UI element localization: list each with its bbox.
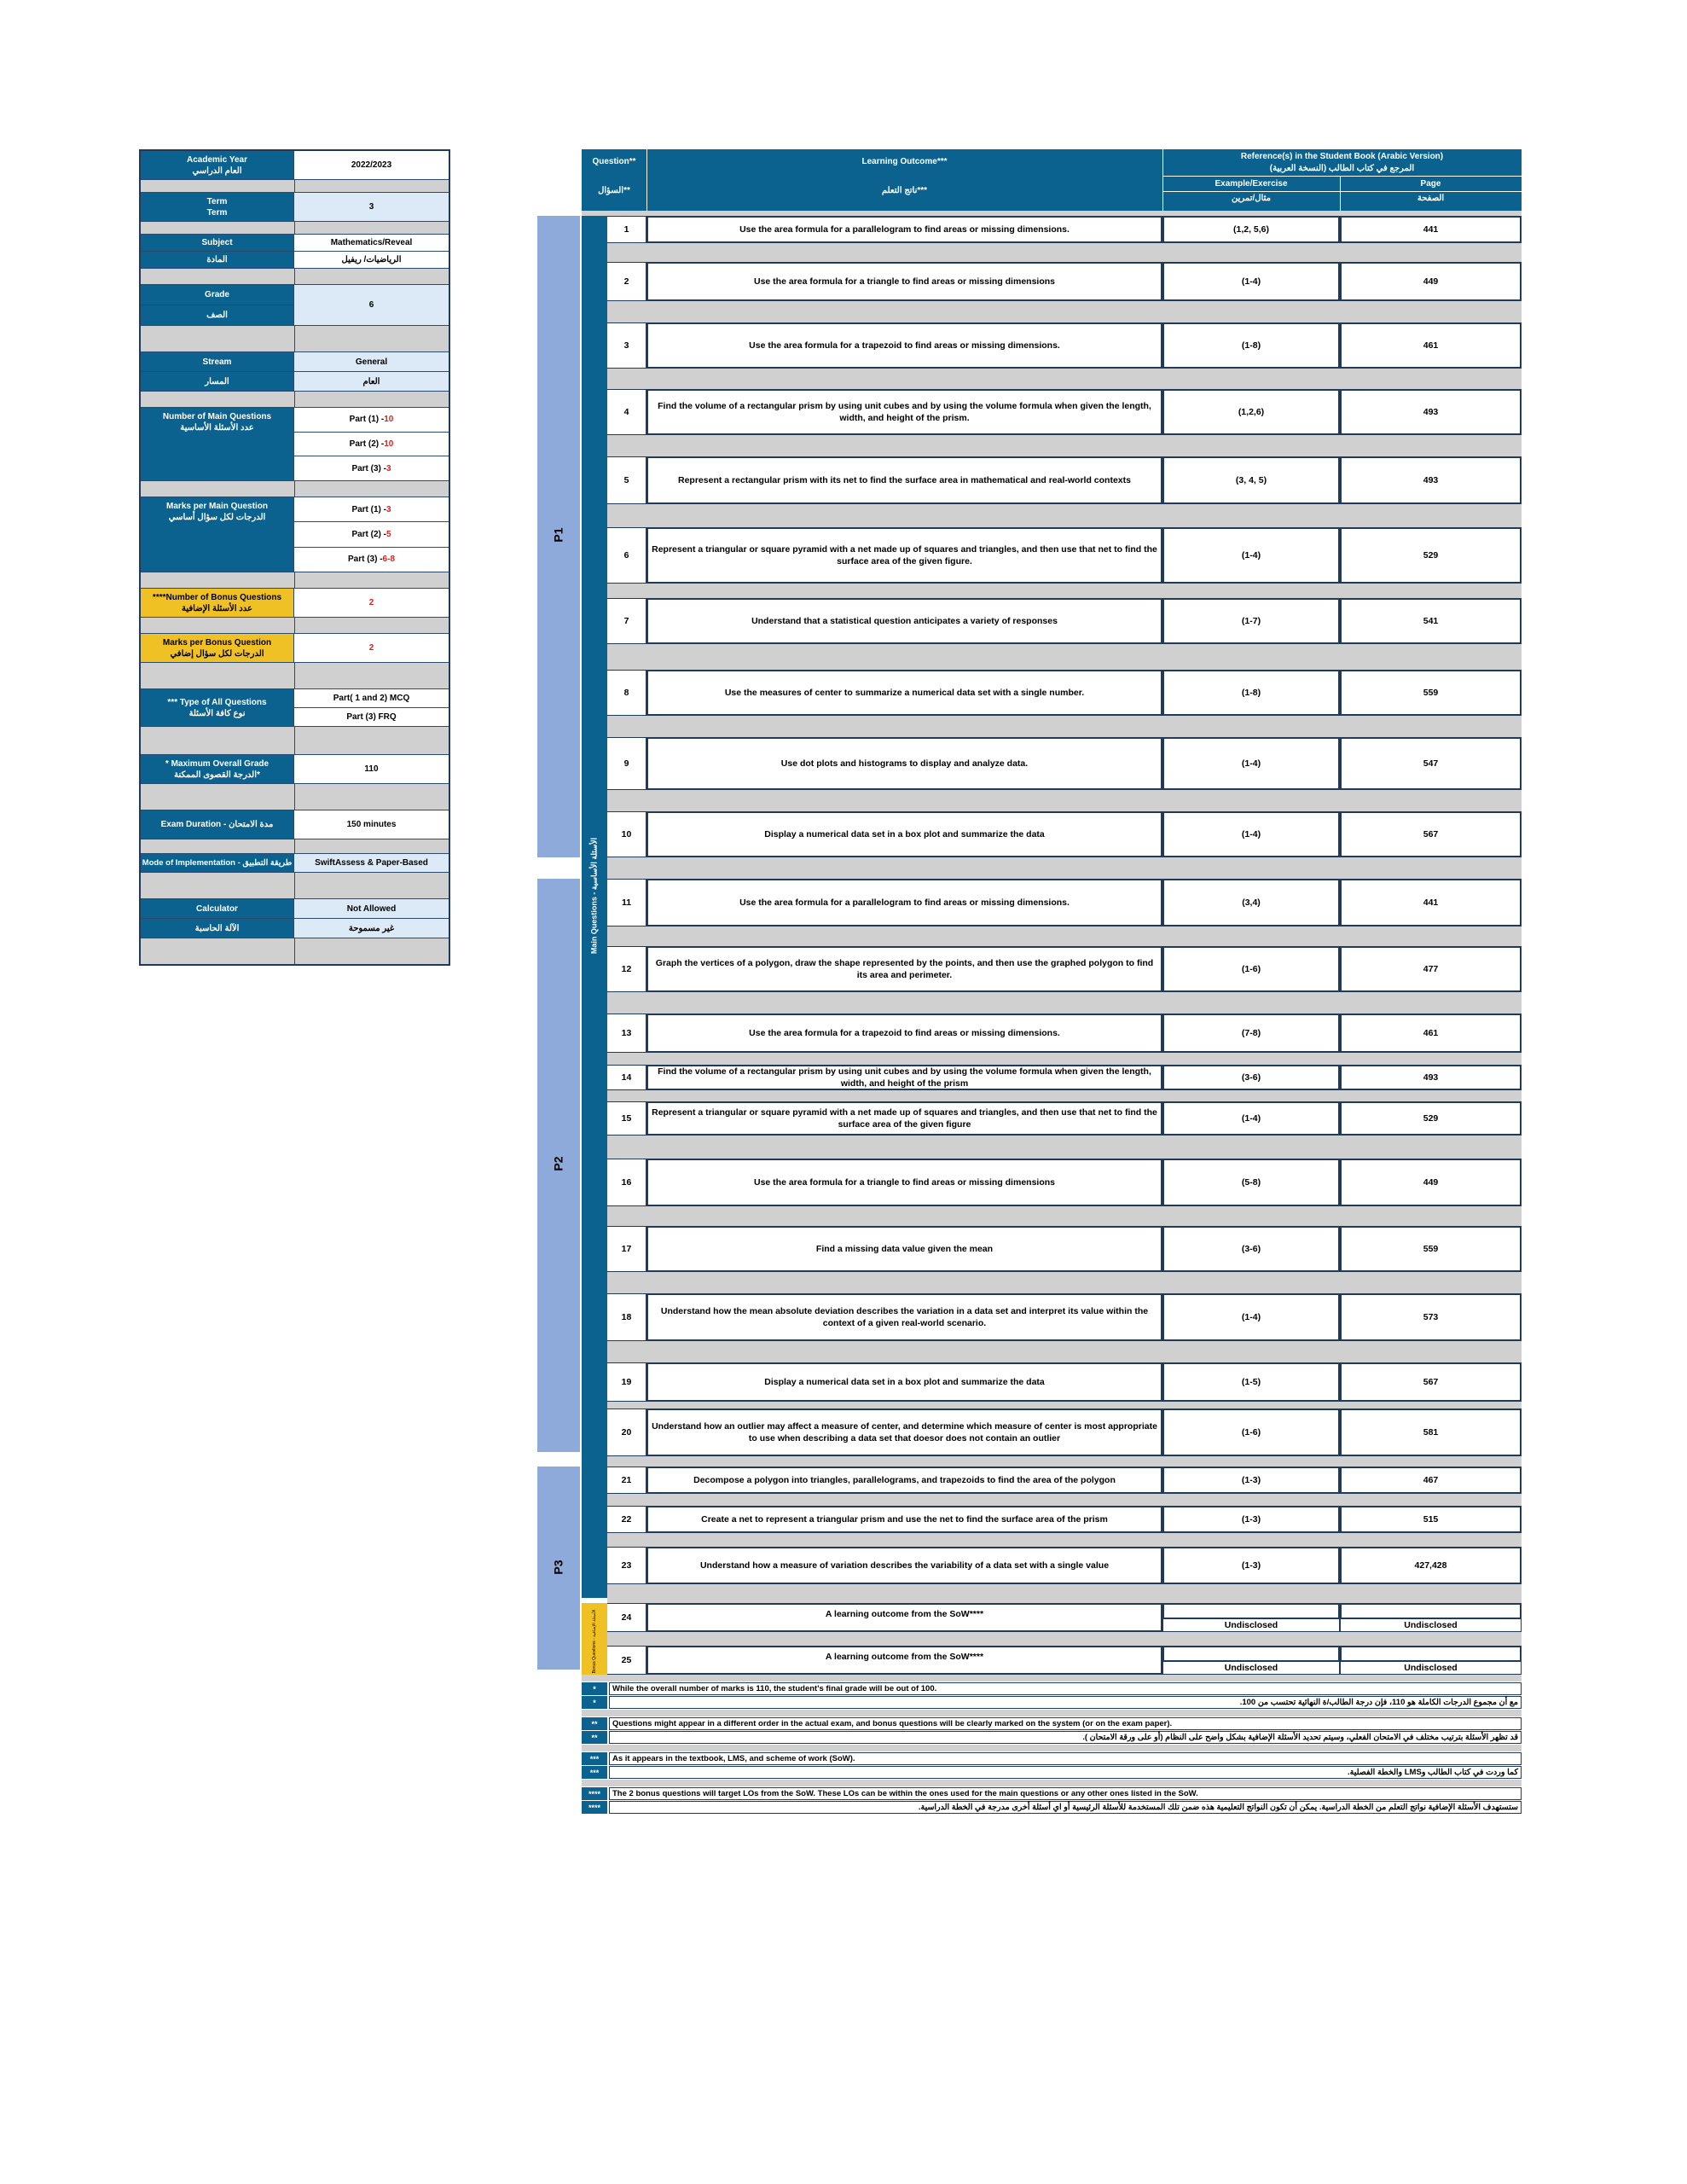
row-separator <box>607 1584 1522 1603</box>
page-number: 573 <box>1340 1293 1522 1341</box>
example-exercise: (7-8) <box>1162 1014 1340 1053</box>
marks-main-part3: Part (3) - <box>347 555 383 565</box>
num-bonus-label-ar: عدد الأسئلة الإضافية <box>182 603 252 613</box>
example-exercise: (5-8) <box>1162 1159 1340 1206</box>
row-separator <box>607 1494 1522 1506</box>
header-reference: Reference(s) in the Student Book (Arabic Version) <box>1240 152 1444 161</box>
page-number: 461 <box>1340 322 1522 369</box>
page-number: 567 <box>1340 1362 1522 1402</box>
table-row <box>607 527 1522 584</box>
header-question-ar: السؤال** <box>598 186 630 195</box>
question-number: 15 <box>607 1101 646 1136</box>
example-exercise: (1-4) <box>1162 1101 1340 1136</box>
footnote-text-ar: ستستهدف الأسئلة الإضافية نواتج التعلم من الخطة الدراسية. يمكن أن تكون النواتج التعليمية هذه ضمن تلك المستخدمة للأسئلة الرئيسية أو اي أسئلة أخرى مدرجة في الخطة الدراسية. <box>609 1801 1522 1814</box>
question-number: 9 <box>607 737 646 790</box>
learning-outcome: Understand how a measure of variation describes the variability of a data set with a single value <box>646 1547 1162 1584</box>
calculator-value: Not Allowed <box>294 899 449 919</box>
question-number: 4 <box>607 389 646 435</box>
table-row <box>607 389 1522 435</box>
row-separator <box>607 369 1522 389</box>
bonus-example-top <box>1162 1646 1340 1661</box>
num-bonus-row <box>141 589 449 618</box>
table-row <box>607 322 1522 369</box>
footnote-text: Questions might appear in a different order in the actual exam, and bonus questions will be clearly marked on the system (or on the exam paper). <box>609 1717 1522 1730</box>
marks-main-questions-row <box>141 497 449 572</box>
num-main-part3-value: 3 <box>386 463 391 473</box>
footnote-ar <box>582 1731 1522 1744</box>
footnote-en <box>582 1752 1522 1765</box>
learning-outcome: Graph the vertices of a polygon, draw the shape represented by the points, and then use the graphed polygon to find its area and perimeter. <box>646 946 1162 992</box>
example-exercise: (1,2,6) <box>1162 389 1340 435</box>
mode-value: SwiftAssess & Paper-Based <box>294 854 449 872</box>
table-row <box>607 1101 1522 1136</box>
grade-label-ar: الصف <box>206 311 228 320</box>
marks-bonus-row <box>141 634 449 663</box>
subject-value: Mathematics/Reveal <box>294 235 449 252</box>
num-bonus-value: 2 <box>294 589 449 617</box>
marks-main-part1-value: 3 <box>386 504 391 514</box>
learning-outcome: Use the area formula for a triangle to find areas or missing dimensions <box>646 262 1162 301</box>
page-number: 493 <box>1340 1065 1522 1090</box>
mode-label: Mode of Implementation - طريقة التطبيق <box>141 854 294 872</box>
table-row <box>607 737 1522 790</box>
table-row <box>607 598 1522 644</box>
row-separator <box>607 1053 1522 1065</box>
table-row <box>607 1226 1522 1272</box>
question-number: 11 <box>607 879 646 926</box>
footnote-text-ar: قد تظهر الأسئلة بترتيب مختلف في الامتحان الفعلي، وسيتم تحديد الأسئلة الإضافية بشكل واضح على النظام (أو على ورقة الامتحان ). <box>609 1731 1522 1744</box>
part-2-label: P2 <box>552 1156 565 1171</box>
term-value: 3 <box>294 193 449 221</box>
question-number: 5 <box>607 456 646 504</box>
bonus-questions-label: Bonus Questions - الأسئلة الإضافية <box>592 1609 597 1674</box>
table-row <box>607 216 1522 243</box>
example-exercise: (3,4) <box>1162 879 1340 926</box>
row-separator <box>607 992 1522 1014</box>
calculator-value-ar: غير مسموحة <box>348 923 395 933</box>
footnote-text: As it appears in the textbook, LMS, and scheme of work (SoW). <box>609 1752 1522 1765</box>
footnote-mark: * <box>582 1682 607 1695</box>
academic-year-value: 2022/2023 <box>294 151 449 179</box>
question-number: 14 <box>607 1065 646 1090</box>
row-separator <box>607 504 1522 527</box>
marks-main-part3-value: 6-8 <box>382 555 395 565</box>
table-row <box>607 811 1522 857</box>
header-example-ar: مثال/تمرين <box>1232 194 1271 203</box>
footnote-separator <box>582 1710 1522 1716</box>
page-number: 541 <box>1340 598 1522 644</box>
stream-label: Stream <box>141 352 293 372</box>
row-separator <box>607 1206 1522 1226</box>
question-number: 19 <box>607 1362 646 1402</box>
page-number: 461 <box>1340 1014 1522 1053</box>
bonus-learning-outcome: A learning outcome from the SoW**** <box>646 1646 1162 1675</box>
example-exercise: (1,2, 5,6) <box>1162 216 1340 243</box>
duration-value: 150 minutes <box>294 810 449 839</box>
question-number: 20 <box>607 1409 646 1456</box>
page-number: 529 <box>1340 1101 1522 1136</box>
page-number: 427,428 <box>1340 1547 1522 1584</box>
page-number: 529 <box>1340 527 1522 584</box>
page-number: 567 <box>1340 811 1522 857</box>
marks-main-part1: Part (1) - <box>351 504 386 514</box>
table-row <box>607 262 1522 301</box>
footnote-ar <box>582 1696 1522 1709</box>
subject-label: Subject <box>141 235 293 252</box>
duration-row <box>141 810 449 839</box>
header-learning-outcome-ar: ناتج التعلم*** <box>881 186 928 195</box>
academic-year-label: Academic Year <box>187 154 247 165</box>
footnote-separator <box>582 1675 1522 1682</box>
learning-outcome: Use the area formula for a trapezoid to find areas or missing dimensions. <box>646 322 1162 369</box>
marks-main-part2-value: 5 <box>386 529 391 539</box>
question-number: 8 <box>607 670 646 716</box>
page-number: 581 <box>1340 1409 1522 1456</box>
max-grade-row <box>141 755 449 784</box>
row-separator <box>607 857 1522 879</box>
page-number: 477 <box>1340 946 1522 992</box>
bonus-example-top <box>1162 1603 1340 1618</box>
marks-main-label-ar: الدرجات لكل سؤال أساسي <box>168 513 266 522</box>
question-number: 2 <box>607 262 646 301</box>
num-main-part2: Part (2) - <box>349 439 385 449</box>
learning-outcome: Find the volume of a rectangular prism by using unit cubes and by using the volume formula when given the length, width, and height of the prism. <box>646 389 1162 435</box>
table-row <box>607 1362 1522 1402</box>
example-exercise: (3, 4, 5) <box>1162 456 1340 504</box>
academic-year-label-ar: العام الدراسي <box>192 166 242 176</box>
page-number: 493 <box>1340 456 1522 504</box>
footnote-mark: **** <box>582 1801 607 1814</box>
question-number: 22 <box>607 1506 646 1533</box>
question-number: 18 <box>607 1293 646 1341</box>
header-question: Question** <box>592 157 636 166</box>
example-exercise: (1-7) <box>1162 598 1340 644</box>
row-separator <box>607 1272 1522 1293</box>
row-separator <box>607 1090 1522 1101</box>
part-3-label: P3 <box>552 1560 565 1575</box>
bonus-questions-strip <box>582 1603 607 1680</box>
learning-outcome: Display a numerical data set in a box plot and summarize the data <box>646 811 1162 857</box>
example-exercise: (1-4) <box>1162 737 1340 790</box>
learning-outcome: Understand how the mean absolute deviation describes the variation in a data set and interpret its value within the context of a given real-world scenario. <box>646 1293 1162 1341</box>
footnote-ar <box>582 1766 1522 1779</box>
bonus-page: Undisclosed <box>1340 1618 1522 1632</box>
table-row <box>607 1065 1522 1090</box>
part-1-label: P1 <box>552 527 565 543</box>
row-separator <box>607 716 1522 737</box>
learning-outcome: Represent a rectangular prism with its net to find the surface area in mathematical and real-world contexts <box>646 456 1162 504</box>
learning-outcome: Understand that a statistical question anticipates a variety of responses <box>646 598 1162 644</box>
row-separator <box>607 1533 1522 1547</box>
grade-label: Grade <box>141 285 293 305</box>
row-separator <box>607 435 1522 456</box>
bonus-question-number: 24 <box>607 1603 646 1632</box>
row-separator <box>607 243 1522 262</box>
term-row <box>141 193 449 222</box>
table-row <box>607 1409 1522 1456</box>
row-separator <box>607 790 1522 811</box>
footnote-mark: *** <box>582 1766 607 1779</box>
learning-outcome: Represent a triangular or square pyramid with a net made up of squares and triangles, and then use that net to find the surface area of the given figure <box>646 1101 1162 1136</box>
bonus-row <box>607 1603 1522 1632</box>
footnote-text: The 2 bonus questions will target LOs from the SoW. These LOs can be within the ones used for the main questions or any other ones listed in the SoW. <box>609 1787 1522 1800</box>
marks-main-label: Marks per Main Question <box>166 502 268 511</box>
page-number: 467 <box>1340 1467 1522 1494</box>
footnote-en <box>582 1717 1522 1730</box>
footnote-en <box>582 1682 1522 1695</box>
stream-label-ar: المسار <box>205 376 229 386</box>
grade-value: 6 <box>294 285 449 325</box>
question-number: 13 <box>607 1014 646 1053</box>
type-label-ar: نوع كافة الأسئلة <box>188 708 246 718</box>
page-number: 449 <box>1340 1159 1522 1206</box>
stream-value-ar: العام <box>362 376 380 386</box>
term-label-2: Term <box>206 207 228 218</box>
subject-row <box>141 235 449 269</box>
type-label: *** Type of All Questions <box>167 697 267 707</box>
header-learning-outcome: Learning Outcome*** <box>861 157 948 166</box>
example-exercise: (3-6) <box>1162 1226 1340 1272</box>
learning-outcome: Use the area formula for a triangle to find areas or missing dimensions <box>646 1159 1162 1206</box>
table-row <box>607 946 1522 992</box>
question-number: 16 <box>607 1159 646 1206</box>
bonus-example: Undisclosed <box>1162 1618 1340 1632</box>
page-number: 559 <box>1340 1226 1522 1272</box>
footnote-ar <box>582 1801 1522 1814</box>
row-separator <box>607 584 1522 598</box>
footnote-mark: *** <box>582 1752 607 1765</box>
row-separator <box>607 1136 1522 1159</box>
footnote-mark: ** <box>582 1731 607 1744</box>
learning-outcome: Use the area formula for a parallelogram to find areas or missing dimensions. <box>646 216 1162 243</box>
page-number: 515 <box>1340 1506 1522 1533</box>
table-row <box>607 670 1522 716</box>
question-number: 10 <box>607 811 646 857</box>
num-main-label: Number of Main Questions <box>162 412 272 421</box>
footnote-separator <box>582 1745 1522 1751</box>
footnote-mark: * <box>582 1696 607 1709</box>
subject-label-ar: المادة <box>206 255 228 264</box>
row-separator <box>607 1632 1522 1646</box>
marks-bonus-label-ar: الدرجات لكل سؤال إضافي <box>170 648 264 659</box>
page-number: 559 <box>1340 670 1522 716</box>
duration-label: Exam Duration - مدة الامتحان <box>141 810 294 839</box>
term-label: Term <box>206 196 228 206</box>
num-main-part3: Part (3) - <box>351 463 386 473</box>
bonus-example: Undisclosed <box>1162 1661 1340 1675</box>
num-main-part1: Part (1) - <box>349 415 385 425</box>
calculator-label: Calculator <box>141 899 293 919</box>
example-exercise: (1-3) <box>1162 1547 1340 1584</box>
learning-outcome: Find a missing data value given the mean <box>646 1226 1162 1272</box>
table-row <box>607 1547 1522 1584</box>
type-questions-row <box>141 689 449 727</box>
header-example: Example/Exercise <box>1215 179 1288 189</box>
page-number: 449 <box>1340 262 1522 301</box>
learning-outcome: Use dot plots and histograms to display and analyze data. <box>646 737 1162 790</box>
footnote-en <box>582 1787 1522 1800</box>
table-row <box>607 1014 1522 1053</box>
academic-year-row <box>141 151 449 180</box>
num-main-label-ar: عدد الأسئلة الأساسية <box>180 423 254 433</box>
max-grade-value: 110 <box>294 755 449 783</box>
bonus-page-top <box>1340 1603 1522 1618</box>
bonus-page-top <box>1340 1646 1522 1661</box>
question-number: 23 <box>607 1547 646 1584</box>
question-number: 6 <box>607 527 646 584</box>
bonus-row <box>607 1646 1522 1675</box>
marks-main-part2: Part (2) - <box>351 529 386 539</box>
question-number: 17 <box>607 1226 646 1272</box>
subject-value-ar: الرياضيات/ ريفيل <box>341 255 402 264</box>
bonus-question-number: 25 <box>607 1646 646 1675</box>
page-number: 547 <box>1340 737 1522 790</box>
row-separator <box>607 1402 1522 1409</box>
stream-row <box>141 352 449 392</box>
main-questions-label: Main Questions - الأسئلة الأساسية <box>589 837 599 955</box>
example-exercise: (1-6) <box>1162 946 1340 992</box>
marks-bonus-value: 2 <box>294 634 449 662</box>
learning-outcome: Create a net to represent a triangular prism and use the net to find the surface area of the prism <box>646 1506 1162 1533</box>
footnote-mark: **** <box>582 1787 607 1800</box>
max-grade-label-ar: الدرجة القصوى الممكنة* <box>174 770 260 780</box>
footnote-text: While the overall number of marks is 110, the student's final grade will be out of 100. <box>609 1682 1522 1695</box>
example-exercise: (1-4) <box>1162 527 1340 584</box>
table-row <box>607 1467 1522 1494</box>
learning-outcome: Represent a triangular or square pyramid with a net made up of squares and triangles, and then use that net to find the surface area of the given figure. <box>646 527 1162 584</box>
part-3-panel <box>537 1467 580 1670</box>
question-number: 3 <box>607 322 646 369</box>
header-page: Page <box>1420 179 1441 189</box>
calculator-row <box>141 899 449 938</box>
question-number: 12 <box>607 946 646 992</box>
example-exercise: (1-6) <box>1162 1409 1340 1456</box>
footnote-text-ar: كما وردت في كتاب الطالب وLMS والخطة الفصلية. <box>609 1766 1522 1779</box>
question-number: 21 <box>607 1467 646 1494</box>
num-main-part2-value: 10 <box>384 439 394 449</box>
example-exercise: (1-8) <box>1162 322 1340 369</box>
learning-outcome: Understand how an outlier may affect a measure of center, and determine which measure of center is most appropriate to use when describing a data set that doesor does not contain an outlier <box>646 1409 1162 1456</box>
row-separator <box>607 926 1522 946</box>
page-number: 441 <box>1340 879 1522 926</box>
example-exercise: (1-5) <box>1162 1362 1340 1402</box>
page-number: 441 <box>1340 216 1522 243</box>
table-row <box>607 1506 1522 1533</box>
type-value-2: Part (3) FRQ <box>346 712 397 722</box>
learning-outcome: Use the area formula for a parallelogram to find areas or missing dimensions. <box>646 879 1162 926</box>
learning-outcome: Use the area formula for a trapezoid to find areas or missing dimensions. <box>646 1014 1162 1053</box>
table-row <box>607 1293 1522 1341</box>
part-1-panel <box>537 216 580 857</box>
example-exercise: (1-4) <box>1162 811 1340 857</box>
table-row <box>607 456 1522 504</box>
footnote-mark: ** <box>582 1717 607 1730</box>
max-grade-label: * Maximum Overall Grade <box>165 758 270 769</box>
row-separator <box>607 1341 1522 1362</box>
bonus-learning-outcome: A learning outcome from the SoW**** <box>646 1603 1162 1632</box>
footnote-separator <box>582 1780 1522 1786</box>
row-separator <box>607 644 1522 670</box>
header-page-ar: الصفحة <box>1417 194 1445 203</box>
table-row <box>607 1159 1522 1206</box>
calculator-label-ar: الآلة الحاسبة <box>194 923 240 933</box>
example-exercise: (1-4) <box>1162 262 1340 301</box>
mode-row <box>141 854 449 873</box>
learning-outcome: Use the measures of center to summarize a numerical data set with a single number. <box>646 670 1162 716</box>
page-number: 493 <box>1340 389 1522 435</box>
question-number: 7 <box>607 598 646 644</box>
footnote-text-ar: مع أن مجموع الدرجات الكاملة هو 110، فإن درجة الطالب/ة النهائية تحتسب من 100. <box>609 1696 1522 1709</box>
num-main-part1-value: 10 <box>384 415 394 425</box>
example-exercise: (1-3) <box>1162 1467 1340 1494</box>
learning-outcome: Find the volume of a rectangular prism by using unit cubes and by using the volume formula when given the length, width, and height of the prism <box>646 1065 1162 1090</box>
outcomes-table-header <box>582 149 1522 211</box>
num-bonus-label: ****Number of Bonus Questions <box>152 592 282 602</box>
grade-row <box>141 285 449 326</box>
table-row <box>607 879 1522 926</box>
example-exercise: (1-3) <box>1162 1506 1340 1533</box>
row-separator <box>607 1456 1522 1467</box>
example-exercise: (3-6) <box>1162 1065 1340 1090</box>
exam-info-table <box>139 149 450 966</box>
question-number: 1 <box>607 216 646 243</box>
header-reference-ar: المرجع في كتاب الطالب (النسخة العربية) <box>1269 164 1415 173</box>
learning-outcome: Display a numerical data set in a box plot and summarize the data <box>646 1362 1162 1402</box>
type-value-1: Part( 1 and 2) MCQ <box>294 689 449 708</box>
example-exercise: (1-8) <box>1162 670 1340 716</box>
num-main-questions-row <box>141 408 449 481</box>
bonus-page: Undisclosed <box>1340 1661 1522 1675</box>
part-2-panel <box>537 879 580 1452</box>
learning-outcome: Decompose a polygon into triangles, parallelograms, and trapezoids to find the area of the polygon <box>646 1467 1162 1494</box>
marks-bonus-label: Marks per Bonus Question <box>162 637 272 648</box>
stream-value: General <box>294 352 449 372</box>
example-exercise: (1-4) <box>1162 1293 1340 1341</box>
row-separator <box>607 301 1522 322</box>
